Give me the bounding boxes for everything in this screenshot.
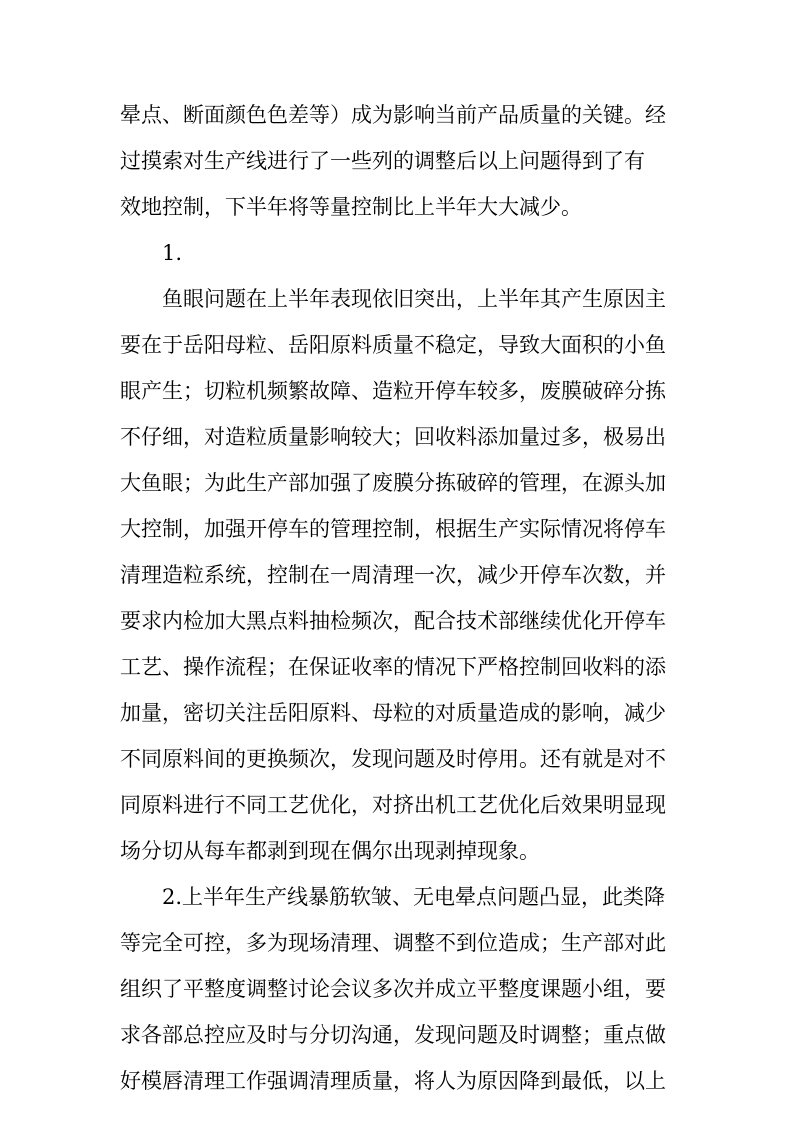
text-line: 大控制，加强开停车的管理控制，根据生产实际情况将停车 bbox=[120, 517, 666, 541]
text-line: 工艺、操作流程；在保证收率的情况下严格控制回收料的添 bbox=[120, 655, 666, 679]
text-line: 求各部总控应及时与分切沟通，发现问题及时调整；重点做 bbox=[120, 1023, 666, 1047]
text-line: 不仔细，对造粒质量影响较大；回收料添加量过多，极易出 bbox=[120, 425, 666, 449]
text-line: 要在于岳阳母粒、岳阳原料质量不稳定，导致大面积的小鱼 bbox=[120, 333, 666, 357]
text-line: 不同原料间的更换频次，发现问题及时停用。还有就是对不 bbox=[120, 747, 666, 771]
text-line: 2.上半年生产线暴筋软皱、无电晕点问题凸显，此类降 bbox=[162, 885, 666, 909]
text-line: 眼产生；切粒机频繁故障、造粒开停车较多，废膜破碎分拣 bbox=[120, 379, 666, 403]
text-line: 组织了平整度调整讨论会议多次并成立平整度课题小组，要 bbox=[120, 977, 666, 1001]
text-line: 鱼眼问题在上半年表现依旧突出，上半年其产生原因主 bbox=[162, 287, 666, 311]
text-line: 大鱼眼；为此生产部加强了废膜分拣破碎的管理，在源头加 bbox=[120, 471, 666, 495]
text-line: 要求内检加大黑点料抽检频次，配合技术部继续优化开停车 bbox=[120, 609, 666, 633]
text-line: 等完全可控，多为现场清理、调整不到位造成；生产部对此 bbox=[120, 931, 666, 955]
text-line: 过摸索对生产线进行了一些列的调整后以上问题得到了有 bbox=[120, 149, 645, 173]
text-line: 同原料进行不同工艺优化，对挤出机工艺优化后效果明显现 bbox=[120, 793, 666, 817]
text-line: 好模唇清理工作强调清理质量，将人为原因降到最低，以上 bbox=[120, 1069, 666, 1093]
text-line: 清理造粒系统，控制在一周清理一次，减少开停车次数，并 bbox=[120, 563, 666, 587]
text-line: 晕点、断面颜色色差等）成为影响当前产品质量的关键。经 bbox=[120, 103, 666, 127]
list-marker: 1. bbox=[162, 241, 183, 265]
text-line: 场分切从每车都剥到现在偶尔出现剥掉现象。 bbox=[120, 839, 540, 863]
text-line: 加量，密切关注岳阳原料、母粒的对质量造成的影响，减少 bbox=[120, 701, 666, 725]
text-line: 效地控制，下半年将等量控制比上半年大大减少。 bbox=[120, 195, 582, 219]
